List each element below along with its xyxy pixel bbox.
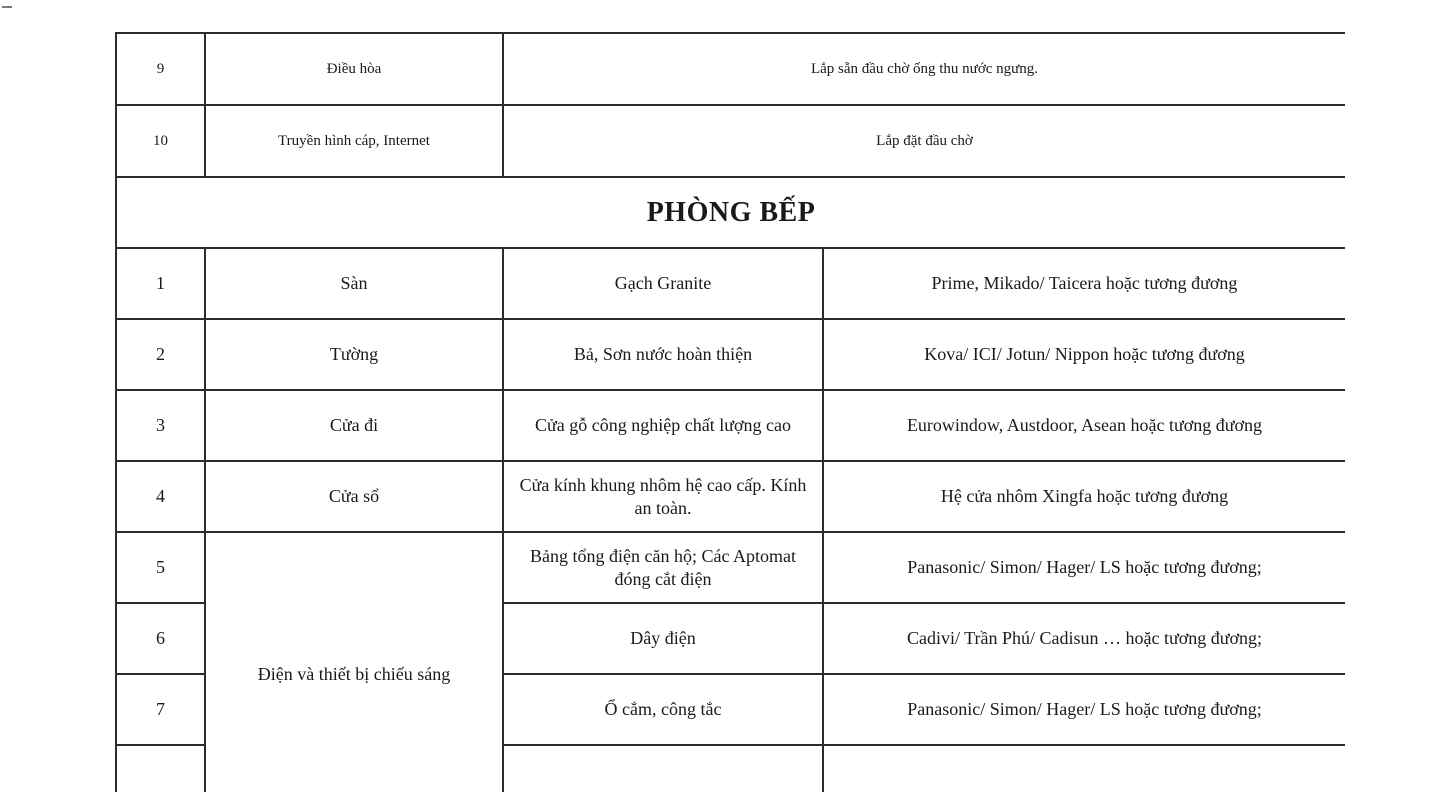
item-detail: Lắp sẵn đầu chờ ống thu nước ngưng. (503, 33, 1345, 105)
table-row-9 (116, 33, 1345, 105)
item-name: Sàn (205, 248, 503, 319)
item-material: Bảng tổng điện căn hộ; Các Aptomat đóng cắt điện (503, 532, 823, 603)
item-name: Cửa sổ (205, 461, 503, 532)
section-title: PHÒNG BẾP (116, 177, 1345, 248)
row-number: 7 (116, 674, 205, 745)
table-row-2 (116, 319, 1345, 390)
item-brand: Panasonic/ Simon/ Hager/ LS hoặc tương đương; (823, 674, 1345, 745)
item-brand-cutoff (823, 745, 1345, 792)
table-row-10 (116, 105, 1345, 177)
row-number: 10 (116, 105, 205, 177)
item-material: Gạch Granite (503, 248, 823, 319)
row-number: 3 (116, 390, 205, 461)
table-row-5 (116, 532, 1345, 603)
item-material: Cửa kính khung nhôm hệ cao cấp. Kính an toàn. (503, 461, 823, 532)
row-number: 4 (116, 461, 205, 532)
document-page (115, 32, 1345, 792)
item-material: Ổ cắm, công tắc (503, 674, 823, 745)
item-name: Truyền hình cáp, Internet (205, 105, 503, 177)
item-material: Dây điện (503, 603, 823, 674)
row-number: 1 (116, 248, 205, 319)
row-number: 2 (116, 319, 205, 390)
row-number: 9 (116, 33, 205, 105)
row-number: 6 (116, 603, 205, 674)
table-row-1 (116, 248, 1345, 319)
item-name-electrical: Điện và thiết bị chiếu sáng (205, 532, 503, 792)
table-row-3 (116, 390, 1345, 461)
item-name: Điều hòa (205, 33, 503, 105)
item-brand: Prime, Mikado/ Taicera hoặc tương đương (823, 248, 1345, 319)
item-brand: Panasonic/ Simon/ Hager/ LS hoặc tương đương; (823, 532, 1345, 603)
item-brand: Eurowindow, Austdoor, Asean hoặc tương đương (823, 390, 1345, 461)
item-name: Cửa đi (205, 390, 503, 461)
item-name: Tường (205, 319, 503, 390)
item-brand: Hệ cửa nhôm Xingfa hoặc tương đương (823, 461, 1345, 532)
section-header-row (116, 177, 1345, 248)
item-brand: Cadivi/ Trần Phú/ Cadisun … hoặc tương đương; (823, 603, 1345, 674)
item-material: Bả, Sơn nước hoàn thiện (503, 319, 823, 390)
item-material: Cửa gỗ công nghiệp chất lượng cao (503, 390, 823, 461)
item-material-cutoff (503, 745, 823, 792)
finishing-spec-table (115, 32, 1345, 792)
page-edge-mark (2, 0, 12, 8)
row-number: 5 (116, 532, 205, 603)
item-brand: Kova/ ICI/ Jotun/ Nippon hoặc tương đương (823, 319, 1345, 390)
row-number-cutoff (116, 745, 205, 792)
table-row-4 (116, 461, 1345, 532)
item-detail: Lắp đặt đầu chờ (503, 105, 1345, 177)
